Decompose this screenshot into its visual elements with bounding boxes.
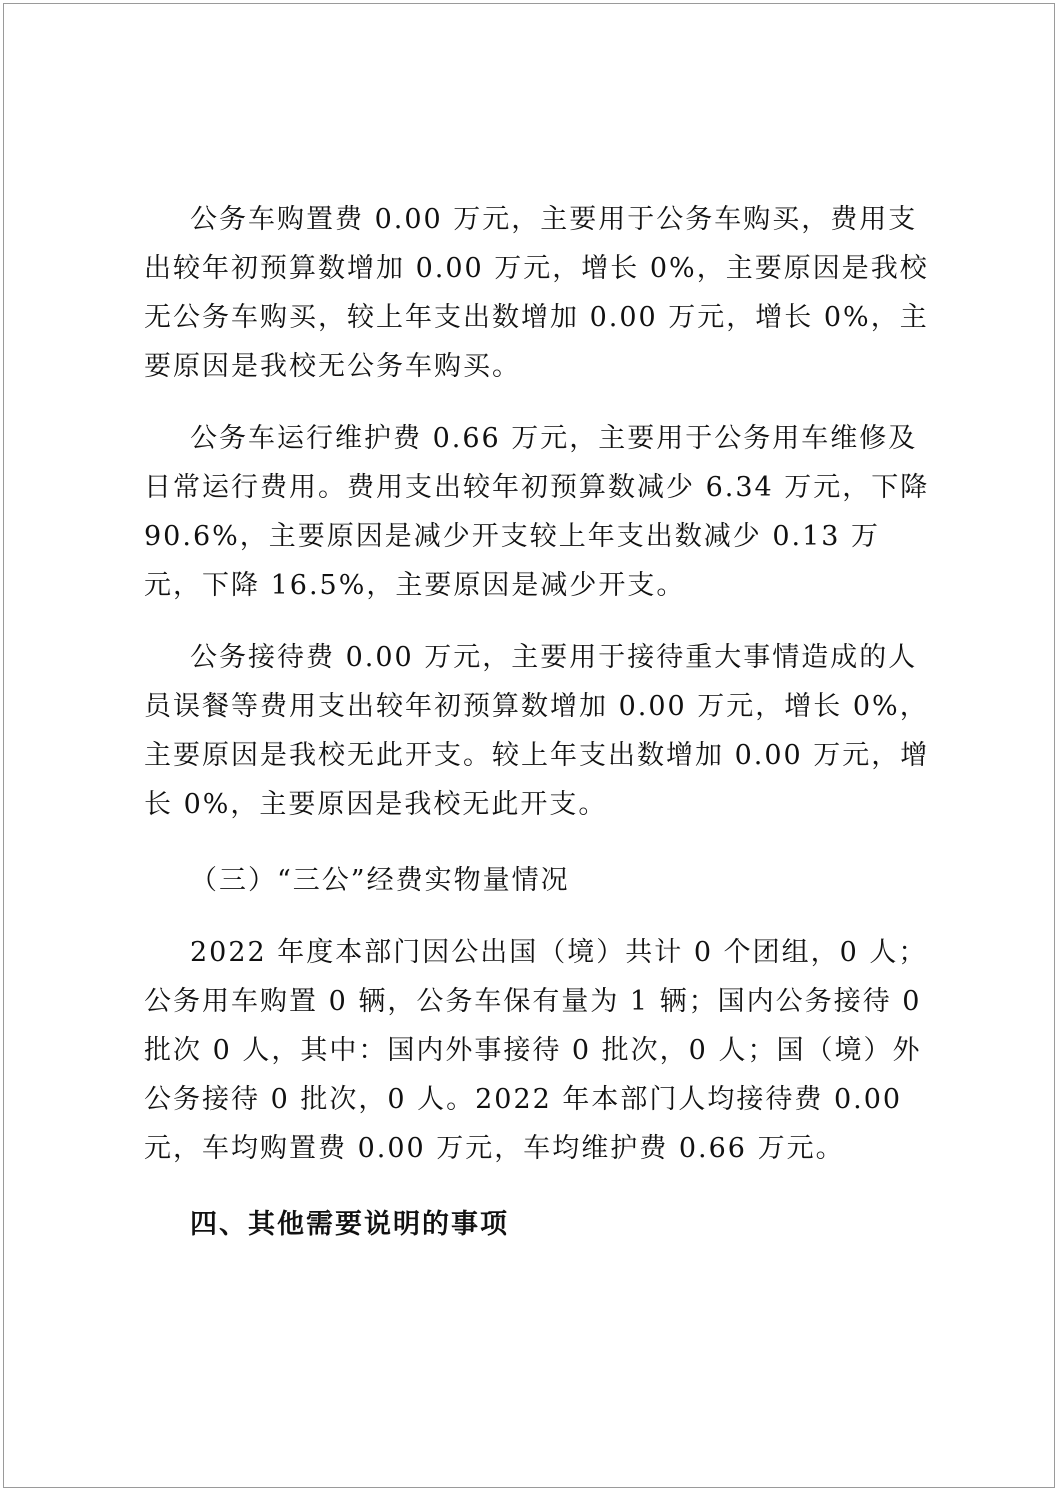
section-heading: 四、其他需要说明的事项 bbox=[190, 1209, 509, 1240]
paragraph-vehicle-purchase: 公务车购置费 0.00 万元，主要用于公务车购买，费用支出较年初预算数增加 0.00 万元，增长 0%，主要原因是我校无公务车购买，较上年支出数增加 0.00 万元，增长 0%，主要原因是我校无公务车购买。 bbox=[144, 204, 929, 382]
paragraph-reception: 公务接待费 0.00 万元，主要用于接待重大事情造成的人员误餐等费用支出较年初预算数增加 0.00 万元，增长 0%，主要原因是我校无此开支。较上年支出数增加 0.00 万元，增长 0%，主要原因是我校无此开支。 bbox=[144, 642, 930, 820]
paragraph-physical-quantity: 2022 年度本部门因公出国（境）共计 0 个团组，0 人；公务用车购置 0 辆，公务车保有量为 1 辆；国内公务接待 0 批次 0 人，其中：国内外事接待 0 批次，0 人；国（境）外公务接待 0 批次，0 人。2022 年本部门人均接待费 0.00 元，车均购置费 0.00 万元，车均维护费 0.66 万元。 bbox=[144, 937, 928, 1164]
document-body bbox=[144, 195, 934, 1249]
section-subheading: （三）“三公”经费实物量情况 bbox=[190, 865, 570, 896]
document-page bbox=[3, 3, 1055, 1488]
paragraph-vehicle-maintenance: 公务车运行维护费 0.66 万元，主要用于公务用车维修及日常运行费用。费用支出较年初预算数减少 6.34 万元，下降 90.6%，主要原因是减少开支较上年支出数减少 0.13 万元，下降 16.5%，主要原因是减少开支。 bbox=[144, 423, 930, 601]
